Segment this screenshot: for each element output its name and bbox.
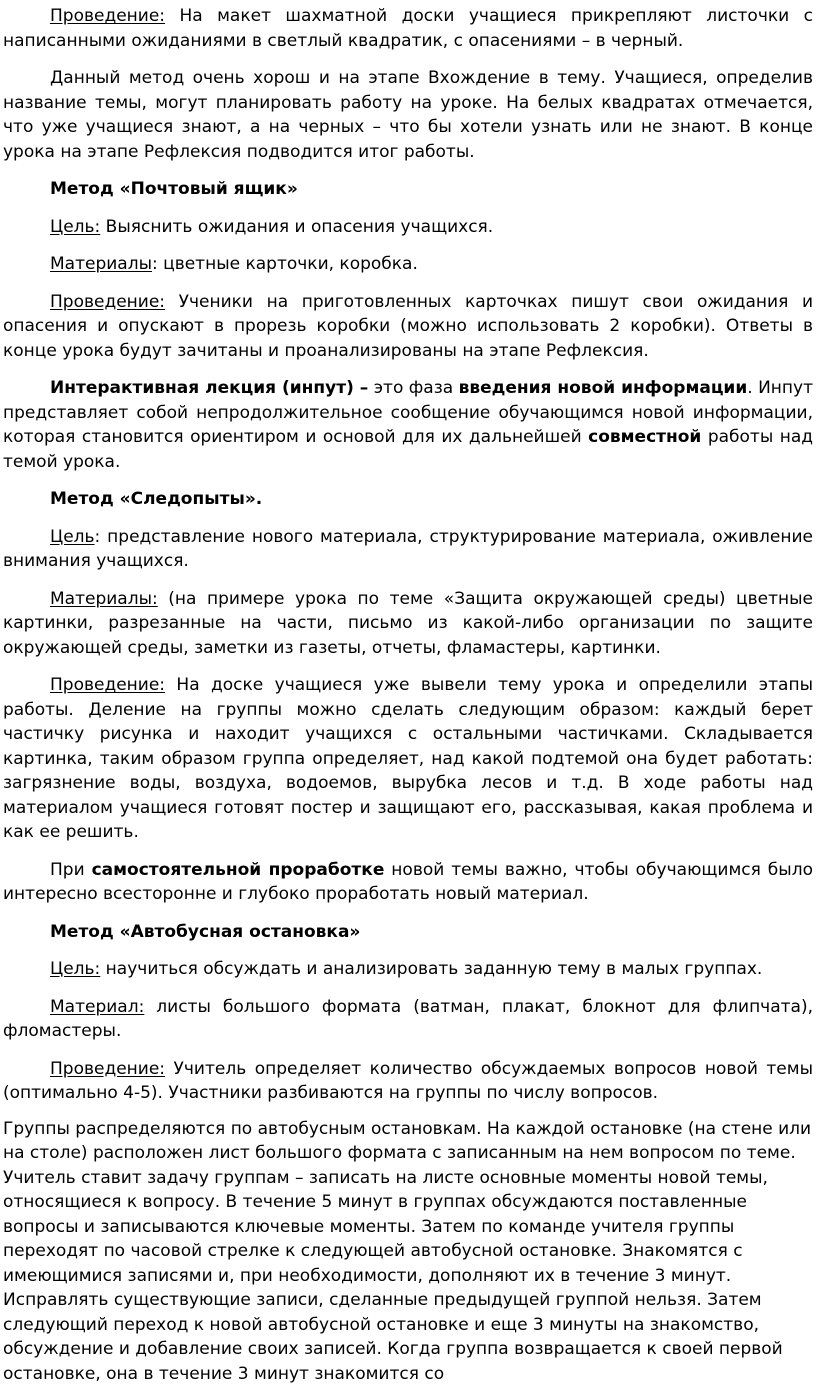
procedure-label: Проведение:	[50, 1059, 165, 1079]
paragraph-mailbox-materials	[3, 252, 813, 277]
lecture-text-2: . Инпут представляет собой непродолжительное сообщение обучающимся новой информации, которая становится ориентиром и основой для их дальнейшей	[3, 378, 813, 447]
paragraph-chessboard-note: Данный метод очень хорош и на этапе Вхождение в тему. Учащиеся, определив название темы, могут планировать работу на уроке. На белых квадратах отмечается, что уже учащиеся знают, а на черных – что бы хотели узнать или не знают. В конце урока на этапе Рефлексия подводится итог работы.	[3, 66, 813, 164]
self-study-text-2: новой темы важно, чтобы обучающимся было интересно всесторонне и глубоко проработать новый материал.	[3, 860, 813, 905]
lecture-phase: введения новой информации	[459, 378, 748, 398]
materials-text: : цветные карточки, коробка.	[152, 254, 418, 274]
materials-text: (на примере урока по теме «Защита окружающей среды) цветные картинки, разрезанные на части, письмо из какой-либо организации по защите окружающей среды, заметки из газеты, отчеты, фламастеры, картинки.	[3, 589, 813, 658]
procedure-label: Проведение:	[50, 6, 165, 26]
paragraph-pathfinders-goal	[3, 525, 813, 574]
lecture-term: Интерактивная лекция (инпут) –	[50, 378, 368, 398]
paragraph-chessboard-procedure	[3, 4, 813, 53]
paragraph-bus-continuation: Группы распределяются по автобусным остановкам. На каждой остановке (на стене или на столе) расположен лист большого формата с записанным на нем вопросом по теме. Учитель ставит задачу группам – записать на листе основные моменты новой темы, относящиеся к вопросу. В течение 5 минут в группах обсуждаются поставленные вопросы и записываются ключевые моменты. Затем по команде учителя группы переходят по часовой стрелке к следующей автобусной остановке. Знакомятся с имеющимися записями и, при необходимости, дополняют их в течение 3 минут. Исправлять существующие записи, сделанные предыдущей группой нельзя. Затем следующий переход к новой автобусной остановке и еще 3 минуты на знакомство, обсуждение и добавление своих записей. Когда группа возвращается к своей первой остановке, она в течение 3 минут знакомится со	[3, 1117, 813, 1386]
procedure-text: На макет шахматной доски учащиеся прикрепляют листочки с написанными ожиданиями в светлый квадратик, с опасениями – в черный.	[3, 6, 813, 51]
material-label: Материал:	[50, 997, 144, 1017]
paragraph-bus-material	[3, 995, 813, 1044]
paragraph-mailbox-procedure	[3, 290, 813, 364]
lecture-text-1: это фаза	[368, 378, 458, 398]
lecture-text-3: работы над темой урока.	[3, 427, 813, 472]
paragraph-self-study	[3, 858, 813, 907]
heading-method-bus-stop: Метод «Автобусная остановка»	[3, 920, 813, 945]
goal-label: Цель:	[50, 217, 100, 237]
procedure-label: Проведение:	[50, 675, 165, 695]
paragraph-interactive-lecture	[3, 376, 813, 474]
paragraph-pathfinders-procedure	[3, 673, 813, 845]
goal-text: научиться обсуждать и анализировать заданную тему в малых группах.	[100, 959, 762, 979]
document-page	[3, 4, 813, 1386]
procedure-text: Ученики на приготовленных карточках пишут свои ожидания и опасения и опускают в прорезь коробки (можно использовать 2 коробки). Ответы в конце урока будут зачитаны и проанализированы на этапе Рефлексия.	[3, 292, 813, 361]
procedure-text: На доске учащиеся уже вывели тему урока и определили этапы работы. Деление на группы можно сделать следующим образом: каждый берет частичку рисунка и находит учащихся с остальными частичками. Складывается картинка, таким образом группа определяет, над какой подтемой она будет работать: загрязнение воды, воздуха, водоемов, вырубка лесов и т.д. В ходе работы над материалом учащиеся готовят постер и защищают его, рассказывая, какая проблема и как ее решить.	[3, 675, 813, 842]
paragraph-bus-goal	[3, 957, 813, 982]
goal-label: Цель:	[50, 959, 100, 979]
lecture-joint: совместной	[588, 427, 701, 447]
materials-label: Материалы:	[50, 589, 158, 609]
paragraph-bus-procedure	[3, 1057, 813, 1106]
goal-label: Цель	[50, 527, 95, 547]
self-study-term: самостоятельной проработке	[92, 860, 385, 880]
procedure-label: Проведение:	[50, 292, 165, 312]
goal-text: Выяснить ожидания и опасения учащихся.	[100, 217, 493, 237]
heading-method-mailbox: Метод «Почтовый ящик»	[3, 177, 813, 202]
materials-label: Материалы	[50, 254, 152, 274]
paragraph-pathfinders-materials	[3, 587, 813, 661]
procedure-text: Учитель определяет количество обсуждаемых вопросов новой темы (оптимально 4-5). Участники разбиваются на группы по числу вопросов.	[3, 1059, 813, 1104]
material-text: листы большого формата (ватман, плакат, блокнот для флипчата), фломастеры.	[3, 997, 813, 1042]
self-study-text-1: При	[50, 860, 92, 880]
heading-method-pathfinders: Метод «Следопыты».	[3, 487, 813, 512]
paragraph-mailbox-goal	[3, 215, 813, 240]
goal-text: : представление нового материала, структурирование материала, оживление внимания учащихся.	[3, 527, 813, 572]
